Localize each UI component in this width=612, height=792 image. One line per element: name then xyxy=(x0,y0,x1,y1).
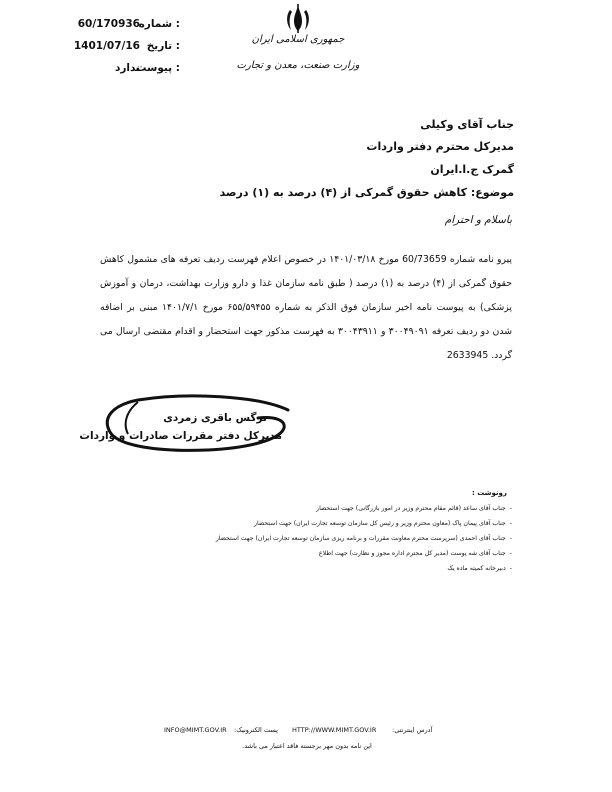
footer-address-label: آدرس اینترنتی: xyxy=(392,726,433,734)
salutation: باسلام و احترام xyxy=(444,214,512,226)
date-label: تاریخ : xyxy=(146,40,180,52)
attachment-value: ندارد xyxy=(114,62,140,74)
date-value: 1401/07/16 xyxy=(73,40,140,52)
cc-item: -جناب آقای ساعد (قائم مقام محترم وزیر در امور بازرگانی) جهت استحضار xyxy=(316,505,512,512)
footer-email: INFO@MIMT.GOV.IR xyxy=(164,726,227,734)
cc-heading: رونوشت : xyxy=(472,489,507,497)
attachment-label: پیوست : xyxy=(135,62,180,74)
cc-item: -جناب آقای شه پوست (مدیر کل محترم اداره مجوز و نظارت) جهت اطلاع xyxy=(318,550,512,557)
number-label: شماره : xyxy=(138,18,180,30)
recipient-name: جناب آقای وکیلی xyxy=(420,118,514,131)
recipient-organization: گمرک ج.ا.ایران xyxy=(430,163,514,176)
cc-item: -دبیرخانه کمیته ماده یک xyxy=(447,565,512,572)
letter-subject: موضوع: کاهش حقوق گمرکی از (۴) درصد به (۱) درصد xyxy=(219,186,514,199)
footer-note: این نامه بدون مهر برجسته فاقد اعتبار می باشد. xyxy=(242,742,372,750)
republic-title: جمهوری اسلامی ایران xyxy=(251,34,345,45)
footer-website: HTTP://WWW.MIMT.GOV.IR xyxy=(292,726,377,734)
footer-email-label: پست الکترونیک: xyxy=(234,726,278,734)
signatory-name: نرگس باقری زمردی xyxy=(163,412,267,424)
ministry-title: وزارت صنعت، معدن و تجارت xyxy=(236,60,360,71)
iran-emblem-icon xyxy=(281,4,315,34)
letter-body: پیرو نامه شماره 60/73659 مورخ ۱۴۰۱/۰۳/۱۸ در خصوص اعلام فهرست ردیف تعرفه های مشمول کاهش حقوق گمرکی از (۴) درصد به (۱) درصد ( طبق نامه سازمان غذا و دارو وزارت بهداشت، درمان و آموزش پزشکی) به پیوست نامه اخیر سازمان فوق الذکر به شماره ۶۵۵/۵۹۴۵۵ مورخ ۱۴۰۱/۷/۱ مبنی بر اضافه شدن دو ردیف تعرفه ۳۰۰۴۹۰۹۱ و ۳۰۰۴۳۹۱۱ به فهرست مذکور جهت استحضار و اقدام مقتضی ارسال می گردد. 2633945 xyxy=(100,254,513,361)
signature-scribble xyxy=(98,392,294,458)
cc-item: -جناب آقای پیمان پاک (معاون محترم وزیر و رئیس کل سازمان توسعه تجارت ایران) جهت استحضار xyxy=(254,520,512,527)
cc-item: -جناب آقای احمدی (سرپرست محترم معاونت مقررات و برنامه ریزی سازمان توسعه تجارت ایران) جهت استحضار xyxy=(215,535,512,542)
recipient-title: مدیرکل محترم دفتر واردات xyxy=(366,140,514,153)
number-value: 60/170936 xyxy=(77,18,140,30)
signatory-title: مدیرکل دفتر مقررات صادرات و واردات xyxy=(79,430,282,442)
